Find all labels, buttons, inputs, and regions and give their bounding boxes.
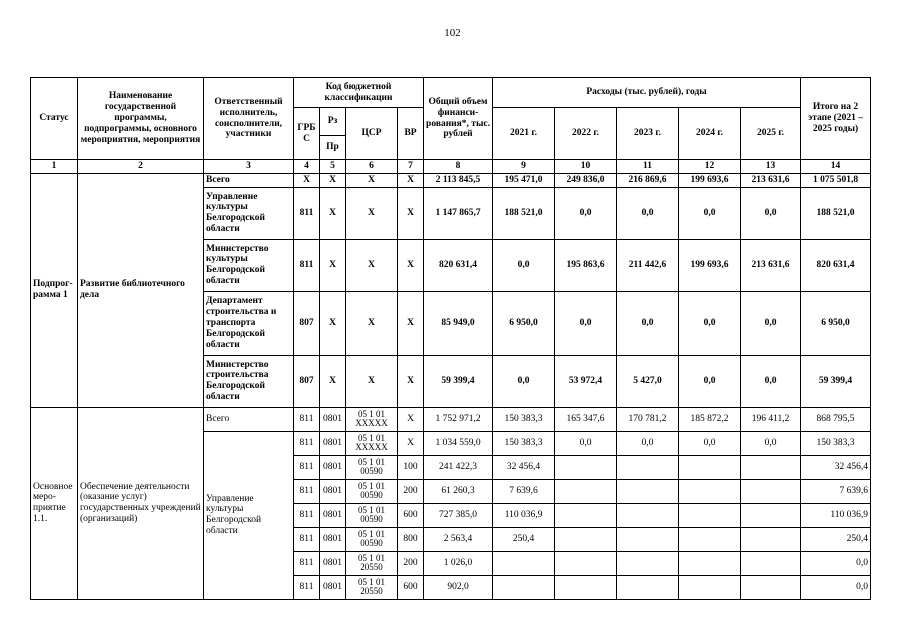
total-cell: 85 949,0 — [424, 291, 493, 355]
col-index: 13 — [741, 160, 801, 174]
y2021-cell: 110 036,9 — [493, 503, 555, 527]
y2022-cell — [555, 503, 617, 527]
grbs-cell: 811 — [294, 239, 320, 291]
stage-total-cell: 0,0 — [801, 575, 871, 599]
stage-total-cell: 250,4 — [801, 527, 871, 551]
y2024-cell: 199 693,6 — [679, 173, 741, 187]
y2024-cell — [679, 575, 741, 599]
vr-cell: 600 — [398, 503, 424, 527]
y2023-cell: 5 427,0 — [617, 355, 679, 407]
y2023-cell — [617, 527, 679, 551]
header-total-volume: Общий объем финанси- рования*, тыс. рублей — [424, 78, 493, 160]
table-row — [31, 407, 871, 431]
y2023-cell: 0,0 — [617, 431, 679, 455]
budget-table — [30, 77, 871, 600]
grbs-cell: 811 — [294, 479, 320, 503]
total-cell: 1 026,0 — [424, 551, 493, 575]
y2023-cell: 216 869,6 — [617, 173, 679, 187]
y2023-cell — [617, 575, 679, 599]
subprogram-status: Подпрог- рамма 1 — [31, 173, 78, 407]
total-cell: 902,0 — [424, 575, 493, 599]
total-cell: 1 034 559,0 — [424, 431, 493, 455]
stage-total-cell: 7 639,6 — [801, 479, 871, 503]
y2022-cell — [555, 527, 617, 551]
total-cell: 1 752 971,2 — [424, 407, 493, 431]
y2023-cell: 170 781,2 — [617, 407, 679, 431]
col-index: 7 — [398, 160, 424, 174]
csr-cell: X — [346, 291, 398, 355]
activity-executor: Управление культуры Белгородской области — [204, 431, 294, 599]
activity-status: Основное меро- приятие 1.1. — [31, 407, 78, 599]
grbs-cell: 811 — [294, 431, 320, 455]
rzpr-cell: 0801 — [320, 455, 346, 479]
y2021-cell: 150 383,3 — [493, 431, 555, 455]
y2021-cell: 6 950,0 — [493, 291, 555, 355]
y2023-cell: 0,0 — [617, 187, 679, 239]
grbs-cell: 811 — [294, 455, 320, 479]
y2021-cell: 32 456,4 — [493, 455, 555, 479]
grbs-cell: 807 — [294, 355, 320, 407]
vr-cell: 800 — [398, 527, 424, 551]
grbs-cell: 811 — [294, 187, 320, 239]
vr-cell: X — [398, 187, 424, 239]
stage-total-cell: 820 631,4 — [801, 239, 871, 291]
total-cell: 241 422,3 — [424, 455, 493, 479]
y2024-cell: 185 872,2 — [679, 407, 741, 431]
y2022-cell: 0,0 — [555, 291, 617, 355]
y2023-cell — [617, 503, 679, 527]
table-row — [31, 173, 871, 187]
subprogram-name: Развитие библиотечного дела — [78, 173, 204, 407]
y2021-cell: 188 521,0 — [493, 187, 555, 239]
y2022-cell: 53 972,4 — [555, 355, 617, 407]
vr-cell: 600 — [398, 575, 424, 599]
y2021-cell — [493, 551, 555, 575]
y2023-cell — [617, 479, 679, 503]
vr-cell: X — [398, 291, 424, 355]
stage-total-cell: 32 456,4 — [801, 455, 871, 479]
y2021-cell: 0,0 — [493, 239, 555, 291]
csr-cell: 05 1 01 20550 — [346, 551, 398, 575]
header-expenses: Расходы (тыс. рублей), годы — [493, 78, 801, 108]
rzpr-cell: X — [320, 291, 346, 355]
csr-cell: X — [346, 239, 398, 291]
header-row-1 — [31, 78, 871, 108]
vr-cell: X — [398, 173, 424, 187]
y2025-cell — [741, 479, 801, 503]
y2021-cell: 7 639,6 — [493, 479, 555, 503]
vr-cell: X — [398, 431, 424, 455]
y2025-cell: 196 411,2 — [741, 407, 801, 431]
header-grbs: ГРБ С — [294, 108, 320, 160]
csr-cell: 05 1 01 20550 — [346, 575, 398, 599]
csr-cell: 05 1 01 00590 — [346, 503, 398, 527]
col-index: 8 — [424, 160, 493, 174]
total-cell: 2 563,4 — [424, 527, 493, 551]
stage-total-cell: 150 383,3 — [801, 431, 871, 455]
rzpr-cell: X — [320, 239, 346, 291]
col-index: 4 — [294, 160, 320, 174]
grbs-cell: 811 — [294, 503, 320, 527]
vr-cell: X — [398, 239, 424, 291]
csr-cell: 05 1 01 00590 — [346, 455, 398, 479]
y2022-cell: 195 863,6 — [555, 239, 617, 291]
col-index: 2 — [78, 160, 204, 174]
executor-cell: Министерство культуры Белгородской области — [204, 239, 294, 291]
y2023-cell — [617, 455, 679, 479]
rzpr-cell: 0801 — [320, 431, 346, 455]
y2021-cell: 0,0 — [493, 355, 555, 407]
header-status: Статус — [31, 78, 78, 160]
executor-cell: Управление культуры Белгородской области — [204, 187, 294, 239]
rzpr-cell: 0801 — [320, 503, 346, 527]
col-index: 11 — [617, 160, 679, 174]
col-index: 14 — [801, 160, 871, 174]
y2022-cell — [555, 455, 617, 479]
y2024-cell — [679, 503, 741, 527]
y2024-cell: 0,0 — [679, 355, 741, 407]
y2025-cell: 213 631,6 — [741, 173, 801, 187]
col-index: 1 — [31, 160, 78, 174]
y2024-cell — [679, 551, 741, 575]
y2022-cell: 165 347,6 — [555, 407, 617, 431]
grbs-cell: X — [294, 173, 320, 187]
total-cell: 61 260,3 — [424, 479, 493, 503]
column-index-row — [31, 160, 871, 174]
vr-cell: X — [398, 355, 424, 407]
header-2023: 2023 г. — [617, 108, 679, 160]
y2025-cell — [741, 551, 801, 575]
y2025-cell: 0,0 — [741, 291, 801, 355]
csr-cell: X — [346, 355, 398, 407]
total-cell: 59 399,4 — [424, 355, 493, 407]
y2021-cell: 150 383,3 — [493, 407, 555, 431]
rzpr-cell: X — [320, 355, 346, 407]
y2023-cell: 0,0 — [617, 291, 679, 355]
header-csr: ЦСР — [346, 108, 398, 160]
header-2022: 2022 г. — [555, 108, 617, 160]
header-2025: 2025 г. — [741, 108, 801, 160]
y2024-cell: 199 693,6 — [679, 239, 741, 291]
y2022-cell — [555, 551, 617, 575]
header-stage-total: Итого на 2 этапе (2021 – 2025 годы) — [801, 78, 871, 160]
y2024-cell — [679, 479, 741, 503]
executor-cell: Всего — [204, 407, 294, 431]
header-2021: 2021 г. — [493, 108, 555, 160]
y2025-cell — [741, 455, 801, 479]
y2025-cell: 0,0 — [741, 187, 801, 239]
stage-total-cell: 6 950,0 — [801, 291, 871, 355]
csr-cell: 05 1 01 00590 — [346, 479, 398, 503]
y2023-cell: 211 442,6 — [617, 239, 679, 291]
grbs-cell: 811 — [294, 527, 320, 551]
csr-cell: 05 1 01 XXXXX — [346, 407, 398, 431]
stage-total-cell: 0,0 — [801, 551, 871, 575]
col-index: 12 — [679, 160, 741, 174]
csr-cell: 05 1 01 00590 — [346, 527, 398, 551]
csr-cell: X — [346, 187, 398, 239]
stage-total-cell: 110 036,9 — [801, 503, 871, 527]
y2025-cell — [741, 527, 801, 551]
rzpr-cell: 0801 — [320, 479, 346, 503]
page-number: 102 — [444, 27, 461, 39]
rzpr-cell: X — [320, 187, 346, 239]
y2024-cell: 0,0 — [679, 431, 741, 455]
y2024-cell — [679, 455, 741, 479]
activity-name: Обеспечение деятельности (оказание услуг) государственных учреждений (организаций) — [78, 407, 204, 599]
y2025-cell — [741, 503, 801, 527]
grbs-cell: 807 — [294, 291, 320, 355]
total-cell: 727 385,0 — [424, 503, 493, 527]
y2024-cell — [679, 527, 741, 551]
y2022-cell — [555, 575, 617, 599]
total-cell: 820 631,4 — [424, 239, 493, 291]
y2021-cell: 250,4 — [493, 527, 555, 551]
header-2024: 2024 г. — [679, 108, 741, 160]
col-index: 9 — [493, 160, 555, 174]
grbs-cell: 811 — [294, 551, 320, 575]
grbs-cell: 811 — [294, 575, 320, 599]
header-name: Наименование государственной программы, подпрограммы, основного мероприятия, мероприятия — [78, 78, 204, 160]
executor-cell: Всего — [204, 173, 294, 187]
stage-total-cell: 1 075 501,8 — [801, 173, 871, 187]
y2025-cell — [741, 575, 801, 599]
rzpr-cell: 0801 — [320, 551, 346, 575]
header-pr: Пр — [320, 136, 346, 160]
y2022-cell: 0,0 — [555, 187, 617, 239]
header-rz: Рз — [320, 108, 346, 136]
csr-cell: X — [346, 173, 398, 187]
y2022-cell — [555, 479, 617, 503]
header-executor: Ответственный исполнитель, соисполнители, участники — [204, 78, 294, 160]
y2025-cell: 0,0 — [741, 355, 801, 407]
grbs-cell: 811 — [294, 407, 320, 431]
total-cell: 1 147 865,7 — [424, 187, 493, 239]
y2024-cell: 0,0 — [679, 187, 741, 239]
col-index: 10 — [555, 160, 617, 174]
executor-cell: Министерство строительства Белгородской области — [204, 355, 294, 407]
y2023-cell — [617, 551, 679, 575]
y2022-cell: 249 836,0 — [555, 173, 617, 187]
y2025-cell: 0,0 — [741, 431, 801, 455]
y2021-cell — [493, 575, 555, 599]
stage-total-cell: 188 521,0 — [801, 187, 871, 239]
rzpr-cell: 0801 — [320, 527, 346, 551]
y2021-cell: 195 471,0 — [493, 173, 555, 187]
header-vr: ВР — [398, 108, 424, 160]
vr-cell: 200 — [398, 551, 424, 575]
col-index: 3 — [204, 160, 294, 174]
stage-total-cell: 59 399,4 — [801, 355, 871, 407]
col-index: 5 — [320, 160, 346, 174]
rzpr-cell: 0801 — [320, 575, 346, 599]
total-cell: 2 113 845,5 — [424, 173, 493, 187]
header-budget-code: Код бюджетной классификации — [294, 78, 424, 108]
vr-cell: X — [398, 407, 424, 431]
vr-cell: 200 — [398, 479, 424, 503]
y2025-cell: 213 631,6 — [741, 239, 801, 291]
stage-total-cell: 868 795,5 — [801, 407, 871, 431]
executor-cell: Департамент строительства и транспорта Белгородской области — [204, 291, 294, 355]
rzpr-cell: X — [320, 173, 346, 187]
col-index: 6 — [346, 160, 398, 174]
y2022-cell: 0,0 — [555, 431, 617, 455]
vr-cell: 100 — [398, 455, 424, 479]
rzpr-cell: 0801 — [320, 407, 346, 431]
y2024-cell: 0,0 — [679, 291, 741, 355]
csr-cell: 05 1 01 XXXXX — [346, 431, 398, 455]
